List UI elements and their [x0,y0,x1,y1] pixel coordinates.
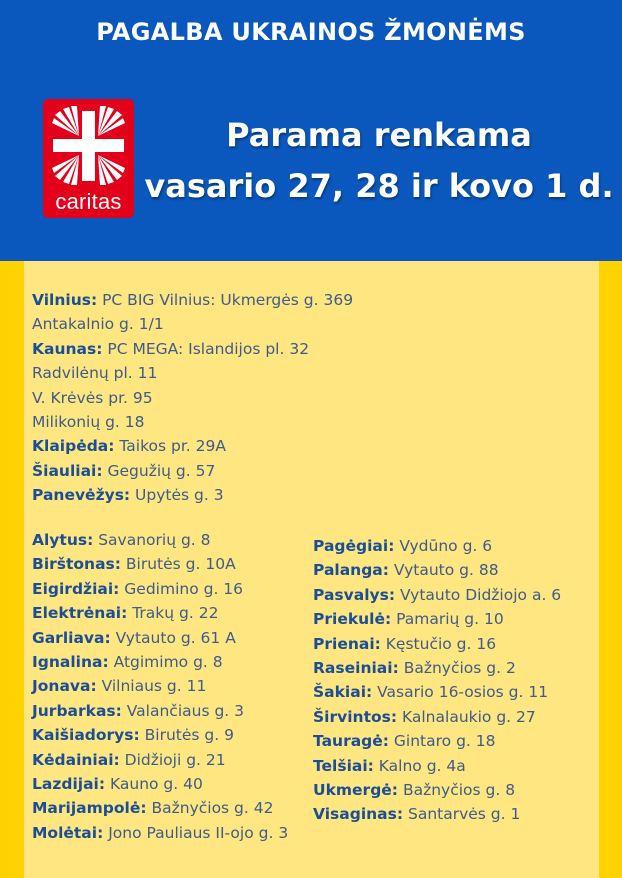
location-city: Pagėgiai: [313,537,395,555]
location-city: Prienai: [313,634,381,653]
location-city: Jonava: [32,677,97,696]
location-address: Vydūno g. 6 [394,537,493,555]
location-city: Kėdainiai: [32,750,120,769]
location-city: Alytus: [32,531,94,549]
location-item [32,798,273,818]
location-item [32,388,153,408]
location-address: Kęstučio g. 16 [380,634,497,653]
location-address: Radvilėnų pl. 11 [32,364,158,383]
location-item [313,682,548,702]
location-address: Antakalnio g. 1/1 [32,315,164,334]
location-address: Vilniaus g. 11 [96,677,207,696]
page-title: PAGALBA UKRAINOS ŽMONĖMS [96,18,526,46]
location-item [313,707,536,727]
location-city: Kaišiadorys: [32,726,140,745]
location-city: Tauragė: [313,732,389,751]
location-address: Birutės g. 10A [120,555,236,574]
location-address: Bažnyčios g. 8 [398,781,516,799]
location-item [313,560,499,580]
location-item [32,461,215,481]
location-address: Bažnyčios g. 2 [398,659,516,677]
location-item [32,412,145,432]
location-item [313,804,520,824]
location-address: Gegužių g. 57 [102,461,216,480]
location-address: Gedimino g. 16 [119,579,244,598]
left-accent-strip [0,261,24,878]
location-city: Šakiai: [313,683,373,702]
location-item [32,774,203,794]
location-address: Gintaro g. 18 [388,732,496,751]
headline-line-2: vasario 27, 28 ir kovo 1 d. [144,167,614,205]
location-city: Eigirdžiai: [32,579,120,598]
location-item [32,628,236,648]
location-item [32,725,234,745]
location-address: Trakų g. 22 [127,604,219,623]
location-address: Taikos pr. 29A [114,437,226,456]
location-address: Vytauto g. 61 A [110,628,236,647]
location-city: Garliava: [32,628,111,647]
caritas-logo [43,99,134,218]
location-address: Vasario 16-osios g. 11 [372,683,549,702]
location-address: PC BIG Vilnius: Ukmergės g. 369 [97,291,354,309]
location-item [313,731,496,751]
right-accent-strip [599,261,622,878]
location-city: Ukmergė: [313,781,399,799]
location-city: Panevėžys: [32,486,131,505]
location-address: Savanorių g. 8 [93,531,211,549]
location-address: Milikonių g. 18 [32,413,145,431]
location-item [32,579,243,599]
location-city: Lazdijai: [32,775,106,793]
location-item [32,314,164,334]
location-item [313,536,492,556]
location-item [32,530,211,550]
location-item [32,339,309,359]
location-city: Raseiniai: [313,659,399,677]
location-address: Kalnalaukio g. 27 [397,707,536,726]
location-address: Valančiaus g. 3 [121,701,245,720]
location-address: Jono Pauliaus II-ojo g. 3 [103,823,289,842]
location-item [313,609,504,629]
location-item [313,585,561,605]
location-address: Vytauto g. 88 [388,561,499,580]
logo-wordmark: caritas [55,189,122,214]
location-address: Bažnyčios g. 42 [146,799,274,818]
location-address: Birutės g. 9 [139,726,234,745]
location-city: Telšiai: [313,756,374,775]
location-item [32,701,244,721]
location-address: V. Krėvės pr. 95 [32,388,153,407]
location-city: Pasvalys: [313,585,396,604]
location-address: PC MEGA: Islandijos pl. 32 [102,339,310,358]
location-item [32,554,236,574]
location-address: Santarvės g. 1 [403,805,521,824]
location-item [32,750,226,770]
location-item [313,634,496,654]
location-address: Pamarių g. 10 [391,610,504,629]
location-city: Marijampolė: [32,799,147,818]
location-city: Visaginas: [313,805,404,824]
location-address: Atgimimo g. 8 [108,653,223,671]
location-item [313,756,466,776]
headline-line-1: Parama renkama [226,116,532,154]
location-address: Didžioji g. 21 [119,750,226,769]
location-item [32,603,218,623]
location-city: Palanga: [313,561,389,580]
location-city: Klaipėda: [32,437,115,456]
location-item [32,290,353,310]
location-city: Elektrėnai: [32,604,128,623]
location-city: Vilnius: [32,291,98,309]
location-item [32,676,206,696]
location-item [32,652,223,672]
header-banner [0,0,622,261]
location-city: Jurbarkas: [32,701,122,720]
location-address: Vytauto Didžiojo a. 6 [395,585,562,604]
location-city: Molėtai: [32,823,104,842]
location-city: Priekulė: [313,610,392,629]
location-city: Birštonas: [32,555,121,574]
location-item [32,485,224,505]
location-item [313,658,516,678]
location-city: Kaunas: [32,339,103,358]
location-item [313,780,515,800]
location-city: Ignalina: [32,653,109,671]
location-item [32,363,157,383]
location-address: Kauno g. 40 [105,775,203,793]
location-city: Šiauliai: [32,461,103,480]
location-address: Kalno g. 4a [373,756,466,775]
location-city: Širvintos: [313,707,398,726]
location-item [32,436,226,456]
location-address: Upytės g. 3 [130,486,224,505]
location-item [32,823,288,843]
